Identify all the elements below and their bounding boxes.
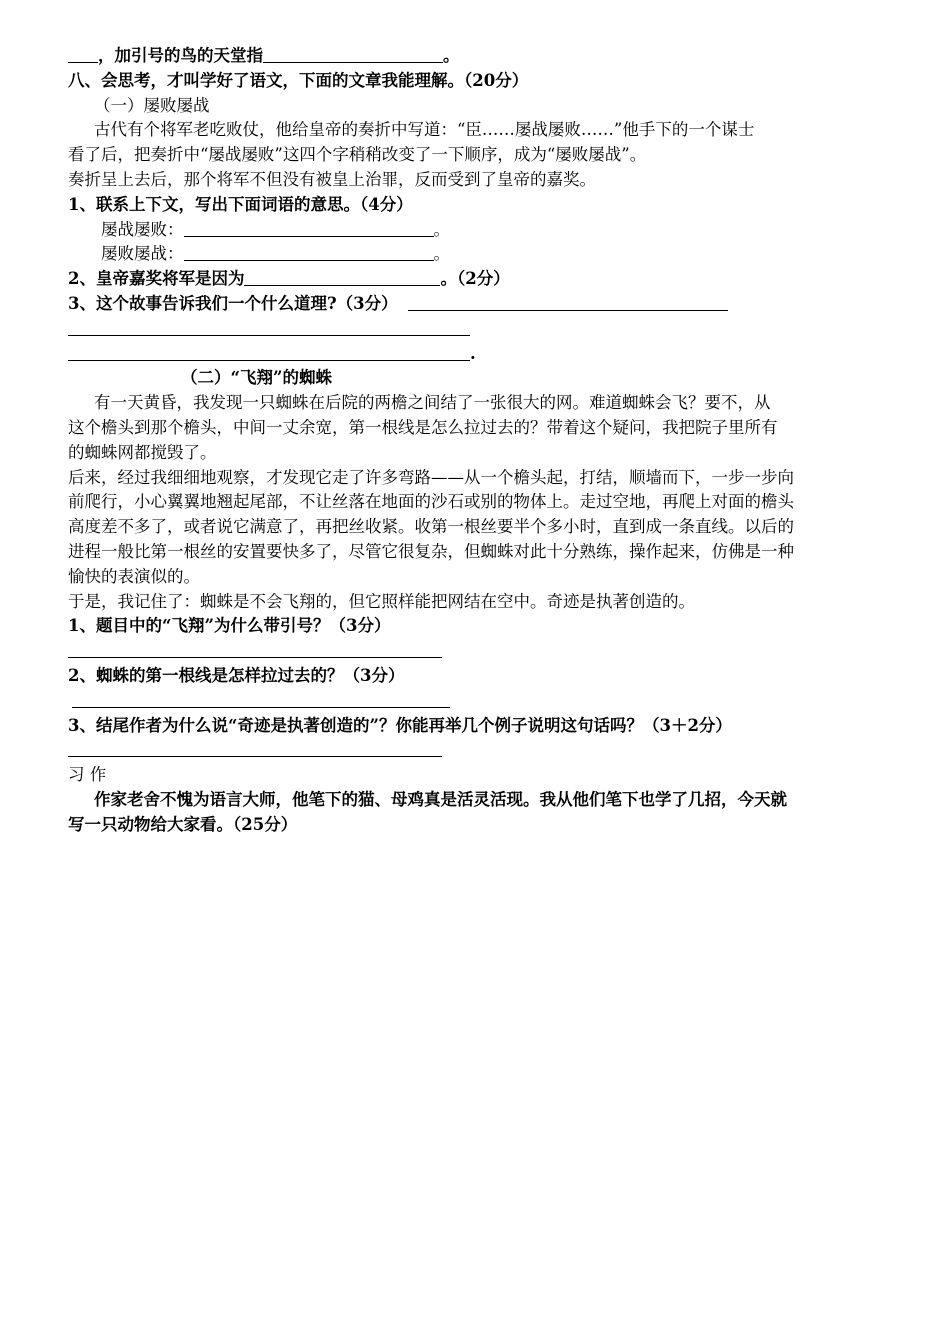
- answer-blank[interactable]: [244, 268, 440, 286]
- composition-prompt: 作家老舍不愧为语言大师，他笔下的猫、母鸡真是活灵活现。我从他们笔下也学了几招，今天就: [94, 789, 787, 809]
- question-2-1: 1、题目中的“飞翔”为什么带引号？（3分）: [68, 616, 391, 636]
- passage-1-text: 古代有个将军老吃败仗，他给皇帝的奏折中写道：“臣……屡战屡败……”他手下的一个谋士: [94, 120, 755, 140]
- passage-2-title: （二）“飞翔”的蜘蛛: [181, 368, 332, 388]
- section-8-heading: 八、会思考，才叫学好了语文，下面的文章我能理解。（20分）: [68, 70, 529, 90]
- answer-blank[interactable]: [68, 343, 470, 361]
- passage-2-text: 高度差不多了，或者说它满意了，再把丝收紧。收第一根丝要半个多小时，直到成一条直线。以后的: [68, 517, 794, 537]
- answer-line: [68, 317, 886, 342]
- answer-blank[interactable]: [68, 739, 442, 757]
- question-2-3: 3、结尾作者为什么说“奇迹是执著创造的”？你能再举几个例子说明这句话吗？（3＋2分）: [68, 715, 732, 735]
- answer-blank[interactable]: [263, 45, 443, 63]
- passage-2-text: 有一天黄昏，我发现一只蜘蛛在后院的两檐之间结了一张很大的网。难道蜘蛛会飞？要不，从: [94, 393, 771, 413]
- answer-blank[interactable]: [68, 45, 98, 63]
- question-1-1: 1、联系上下文，写出下面词语的意思。（4分）: [68, 194, 413, 214]
- answer-blank[interactable]: [68, 640, 442, 658]
- answer-blank[interactable]: [184, 219, 434, 237]
- composition-prompt: 写一只动物给大家看。（25分）: [68, 814, 298, 834]
- question-2-2: 2、蜘蛛的第一根线是怎样拉过去的？（3分）: [68, 665, 405, 685]
- passage-2-text: 的蜘蛛网都搅毁了。: [68, 442, 217, 462]
- passage-2-text: 前爬行，小心翼翼地翘起尾部，不让丝落在地面的沙石或别的物体上。走过空地，再爬上对面的檐头: [68, 492, 794, 512]
- question-1-1-item-a: 屡战屡败： 。: [101, 219, 450, 239]
- answer-line: [68, 738, 886, 763]
- answer-blank[interactable]: [408, 293, 728, 311]
- passage-2-text: 进程一般比第一根丝的安置要快多了，尽管它很复杂，但蜘蛛对此十分熟练，操作起来，仿佛是一种: [68, 541, 794, 561]
- worksheet-page: [68, 44, 886, 838]
- answer-blank[interactable]: [184, 243, 434, 261]
- question-1-3: 3、这个故事告诉我们一个什么道理?（3分）: [68, 292, 886, 317]
- answer-line: .: [68, 342, 886, 367]
- question-1-1-item-b: 屡败屡战： 。: [101, 244, 450, 264]
- answer-line: [68, 689, 886, 714]
- passage-2-text: 这个檐头到那个檐头，中间一丈余宽，第一根线是怎么拉过去的？带着这个疑问，我把院子里所有: [68, 417, 778, 437]
- composition-heading: 习 作: [68, 765, 107, 785]
- line-bird-heaven: ，加引号的鸟的天堂指 。: [68, 44, 886, 69]
- passage-1-text: 看了后，把奏折中“屡战屡败”这四个字稍稍改变了一下顺序，成为“屡败屡战”。: [68, 145, 647, 165]
- answer-blank[interactable]: [68, 318, 470, 336]
- answer-line: [68, 639, 886, 664]
- answer-blank[interactable]: [72, 690, 450, 708]
- passage-1-text: 奏折呈上去后，那个将军不但没有被皇上治罪，反而受到了皇帝的嘉奖。: [68, 169, 596, 189]
- passage-2-text: 于是，我记住了：蜘蛛是不会飞翔的，但它照样能把网结在空中。奇迹是执著创造的。: [68, 591, 695, 611]
- passage-2-text: 愉快的表演似的。: [68, 566, 200, 586]
- passage-2-text: 后来，经过我细细地观察，才发现它走了许多弯路——从一个檐头起，打结，顺墙而下，一步一步向: [68, 467, 794, 487]
- question-1-2: 2、皇帝嘉奖将军是因为 。（2分）: [68, 269, 510, 289]
- passage-1-title: （一）屡败屡战: [94, 95, 210, 115]
